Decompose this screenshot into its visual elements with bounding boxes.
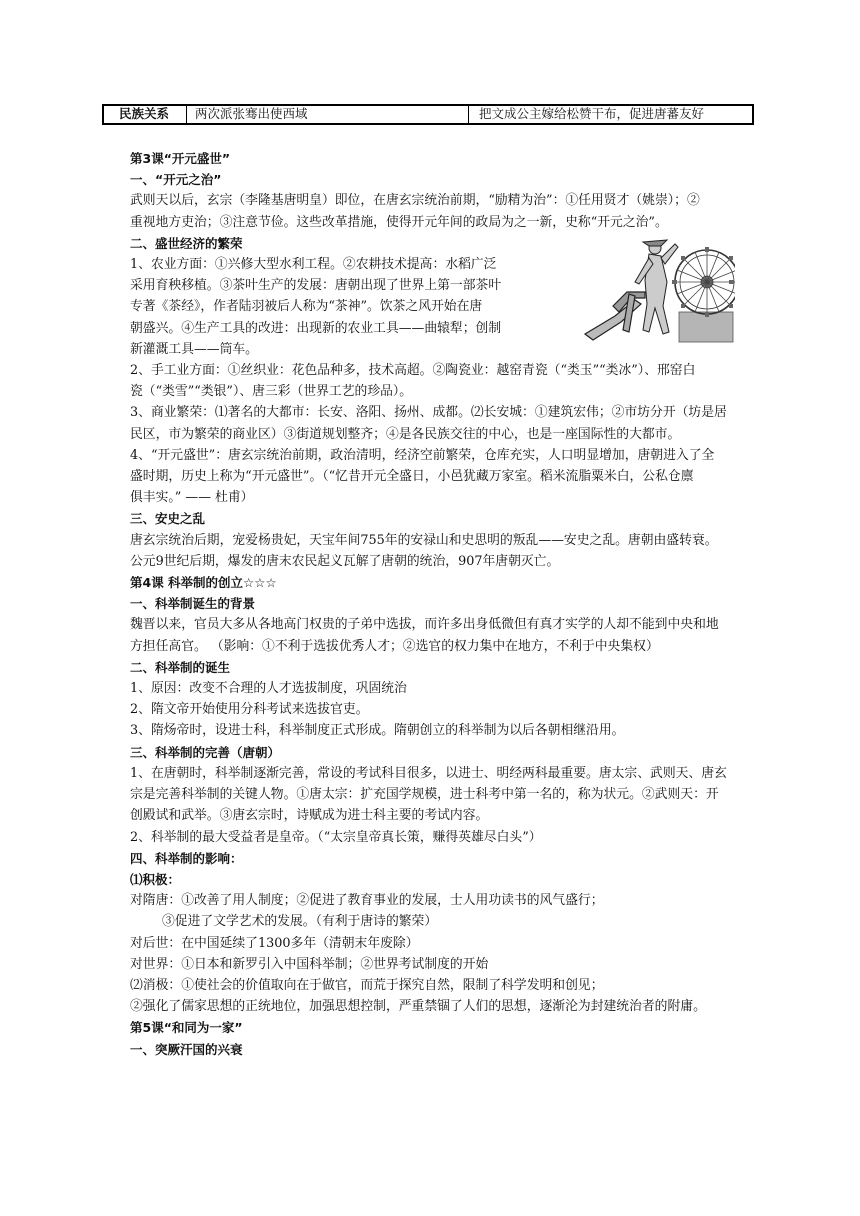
text-line: 3、隋炀帝时，设进士科，科举制度正式形成。隋朝创立的科举制为以后各朝相继沿用。 (130, 723, 625, 739)
text-line: 新灌溉工具——筒车。 (130, 341, 258, 357)
main-content (130, 148, 736, 1060)
text-line: 采用育秧移植。③茶叶生产的发展：唐朝出现了世界上第一部茶叶 (130, 278, 502, 294)
text-line: 2、隋文帝开始使用分科考试来选拔官吏。 (130, 702, 369, 718)
text-line: 方担任高官。 （影响：①不利于选拔优秀人才；②选官的权力集中在地方，不利于中央集权） (130, 638, 659, 654)
text-line: 对隋唐：①改善了用人制度；②促进了教育事业的发展，士人用功读书的风气盛行； (130, 893, 604, 909)
text-line: 4、“开元盛世”：唐玄宗统治前期，政治清明，经济空前繁荣，仓库充实，人口明显增加，唐朝进入了全 (130, 447, 715, 463)
text-line: ⑵消极：①使社会的价值取向在于做官，而荒于探究自然，限制了科学发明和创见； (130, 977, 604, 993)
text-line: 对世界：①日本和新罗引入中国科举制；②世界考试制度的开始 (130, 956, 489, 972)
text-line: 专著《茶经》，作者陆羽被后人称为“茶神”。饮茶之风开始在唐 (130, 299, 483, 315)
text-line: 唐玄宗统治后期，宠爱杨贵妃，天宝年间755年的安禄山和史思明的叛乱——安史之乱。唐朝由盛转衰。 (130, 532, 718, 548)
section-heading: 一、科举制诞生的背景 (130, 596, 256, 612)
text-line: 3、商业繁荣：⑴著名的大都市：长安、洛阳、扬州、成都。⑵长安城：①建筑宏伟；②市坊分开（坊是居 (130, 405, 727, 421)
text-line: 瓷（“类雪”“类银”）、唐三彩（世界工艺的珍品）。 (130, 384, 413, 400)
lesson-5-title: 第5课“和同为一家” (130, 1020, 243, 1036)
section-heading: 一、“开元之治” (130, 172, 222, 188)
table-cell-tang: 把文成公主嫁给松赞干布，促进唐蕃友好 (469, 104, 754, 123)
text-line: 魏晋以来，官员大多从各地高门权贵的子弟中选拔，而许多出身低微但有真才实学的人却不能到中央和地 (130, 617, 719, 633)
text-line: 盛时期，历史上称为“开元盛世”。（“忆昔开元全盛日，小邑犹藏万家室。稻米流脂粟米白，公私仓廪 (130, 469, 694, 485)
text-line: ②强化了儒家思想的正统地位，加强思想控制，严重禁锢了人们的思想，逐渐沦为封建统治者的附庸。 (130, 999, 706, 1015)
text-line: 2、科举制的最大受益者是皇帝。（“太宗皇帝真长策，赚得英雄尽白头”） (130, 829, 542, 845)
section-heading: 三、安史之乱 (130, 511, 206, 527)
text-line: 1、农业方面：①兴修大型水利工程。②农耕技术提高：水稻广泛 (130, 257, 497, 273)
section-heading: 二、科举制的诞生 (130, 659, 231, 675)
text-line: 2、手工业方面：①丝织业：花色品种多，技术高超。②陶瓷业：越窑青瓷（“类玉”“类冰”）、邢窑白 (130, 363, 696, 379)
text-line: 公元9世纪后期，爆发的唐末农民起义瓦解了唐朝的统治，907年唐朝灭亡。 (130, 553, 560, 569)
text-line: 民区，市为繁荣的商业区）③街道规划整齐；④是各民族交往的中心，也是一座国际性的大都市。 (130, 426, 681, 442)
comparison-table-row (102, 104, 754, 125)
text-line: 创殿试和武举。③唐玄宗时，诗赋成为进士科主要的考试内容。 (130, 808, 489, 824)
text-line: 对后世：在中国延续了1300多年（清朝末年废除） (130, 935, 419, 951)
text-line: 俱丰实。” —— 杜甫） (130, 490, 254, 506)
table-cell-category: 民族关系 (102, 104, 187, 123)
text-line: 1、原因：改变不合理的人才选拔制度，巩固统治 (130, 681, 407, 697)
section-heading: 二、盛世经济的繁荣 (130, 235, 243, 251)
section-heading: 三、科举制的完善（唐朝） (130, 744, 281, 760)
section-heading: 一、突厥汗国的兴衰 (130, 1041, 243, 1057)
text-line: 武则天以后，玄宗（李隆基唐明皇）即位，在唐玄宗统治前期，“励精为治”：①任用贤才（姚崇）；② (130, 193, 700, 209)
lesson-4-title: 第4课 科举制的创立☆☆☆ (130, 575, 277, 591)
text-line: 重视地方吏治；③注意节俭。这些改革措施，使得开元年间的政局为之一新，史称“开元之治”。 (130, 214, 668, 230)
text-line: 1、在唐朝时，科举制逐渐完善，常设的考试科目很多，以进士、明经两科最重要。唐太宗、武则天、唐玄 (130, 765, 727, 781)
lesson-3-title: 第3课“开元盛世” (130, 151, 231, 166)
text-line: 朝盛兴。④生产工具的改进：出现新的农业工具——曲辕犁；创制 (130, 320, 502, 336)
table-cell-han: 两次派张骞出使西域 (187, 104, 469, 123)
text-line: 宗是完善科举制的关键人物。①唐太宗：扩充国学规模，进士科考中第一名的，称为状元。②武则天：开 (130, 787, 719, 803)
subheading-positive: ⑴积极： (130, 871, 181, 887)
text-line: ③促进了文学艺术的发展。（有利于唐诗的繁荣） (162, 914, 438, 930)
section-heading: 四、科举制的影响： (130, 850, 243, 866)
